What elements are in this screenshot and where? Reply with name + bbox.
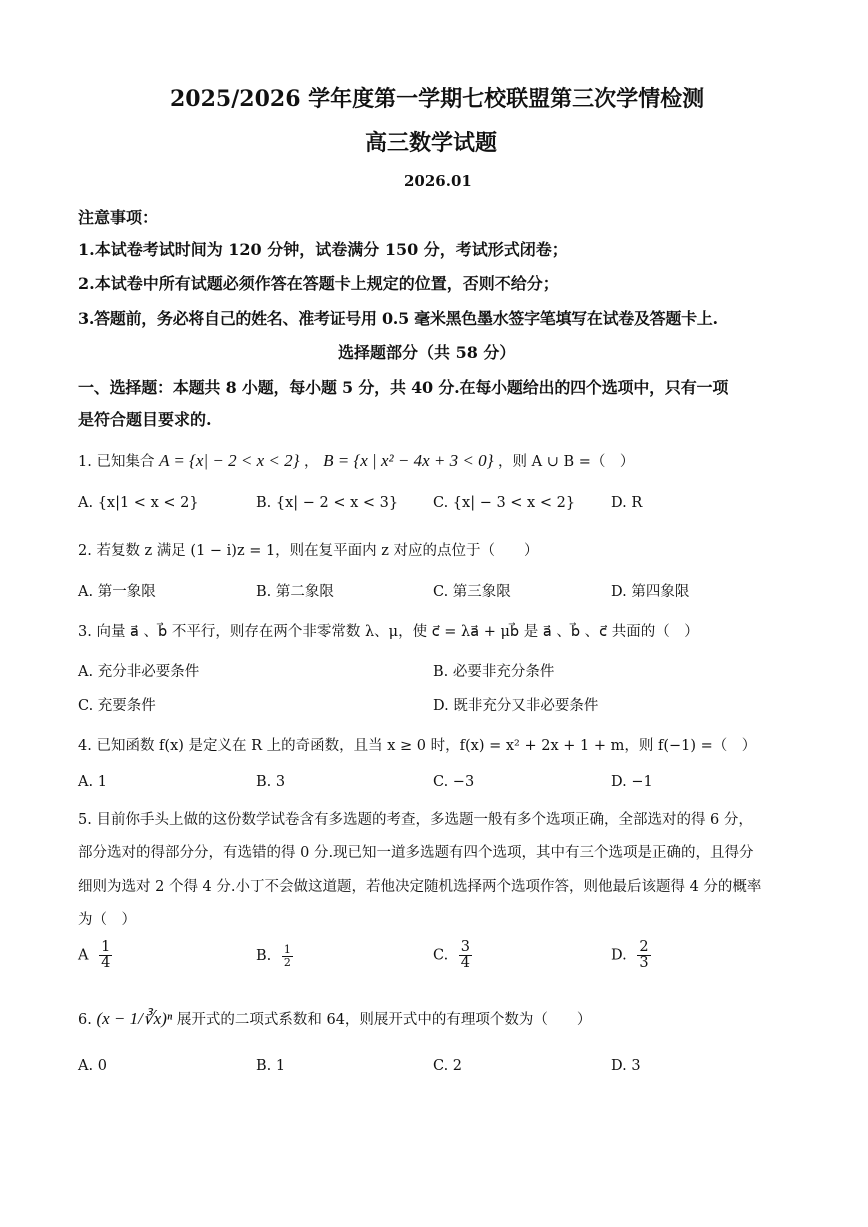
- option-d: D. R: [611, 495, 643, 511]
- question-2-stem: 2. 若复数 z 满足 (1 − i)z = 1，则在复平面内 z 对应的点位于（ ）: [78, 543, 539, 559]
- set-a: A = {x| − 2 < x < 2}: [159, 451, 300, 470]
- option-d: [611, 940, 651, 971]
- option-d: D. 既非充分又非必要条件: [433, 698, 599, 714]
- option-c: C. 2: [433, 1058, 463, 1074]
- section-part: 选择题部分（共 58 分）: [338, 343, 516, 362]
- option-b: B. 必要非充分条件: [433, 664, 555, 680]
- option-c: C. 充要条件: [78, 698, 156, 714]
- option-a: A. {x|1 < x < 2}: [78, 495, 199, 511]
- notes-item: 2.本试卷中所有试题必须作答在答题卡上规定的位置，否则不给分；: [78, 274, 559, 293]
- option-a: A. 第一象限: [78, 584, 156, 600]
- numerator: 2: [639, 939, 649, 955]
- denominator: 3: [639, 955, 649, 972]
- question-1-stem: [78, 450, 634, 471]
- fraction: [282, 944, 293, 968]
- option-d: D. −1: [611, 774, 653, 790]
- question-1-stem-end: ，则 A ∪ B =（ ）: [498, 454, 635, 470]
- option-b: B. 第二象限: [256, 584, 334, 600]
- option-a: [78, 940, 112, 971]
- set-b: B = {x | x² − 4x + 3 < 0}: [323, 451, 494, 470]
- fraction: [99, 940, 112, 971]
- question-number: 6.: [78, 1012, 92, 1028]
- option-label: B.: [256, 948, 272, 965]
- option-a: A. 0: [78, 1058, 107, 1074]
- numerator: 1: [101, 939, 111, 955]
- notes-item: 1.本试卷考试时间为 120 分钟，试卷满分 150 分，考试形式闭卷；: [78, 240, 568, 259]
- option-a: A. 1: [78, 774, 107, 790]
- option-b: B. 3: [256, 774, 286, 790]
- option-c: C. −3: [433, 774, 475, 790]
- binomial-expression: (x − 1/∛x)ⁿ: [96, 1009, 173, 1028]
- section-heading: 一、选择题：本题共 8 小题，每小题 5 分，共 40 分.在每小题给出的四个选项中，只有一项: [78, 378, 729, 397]
- question-4-stem: 4. 已知函数 f(x) 是定义在 R 上的奇函数，且当 x ≥ 0 时，f(x) = x² + 2x + 1 + m，则 f(−1) =（ ）: [78, 738, 757, 754]
- question-5-stem-line: 部分选对的得部分分，有选错的得 0 分.现已知一道多选题有四个选项，其中有三个选项是正确的，且得分: [78, 845, 754, 861]
- numerator: 1: [283, 943, 291, 956]
- option-d: D. 第四象限: [611, 584, 690, 600]
- notes-item: 3.答题前，务必将自己的姓名、准考证号用 0.5 毫米黑色墨水签字笔填写在试卷及答题卡上.: [78, 309, 718, 328]
- exam-date: 2026.01: [404, 172, 472, 190]
- question-1-separator: ，: [304, 454, 319, 470]
- denominator: 2: [283, 955, 291, 969]
- question-5-stem-line: 为（ ）: [78, 912, 136, 928]
- fraction: [637, 940, 650, 971]
- denominator: 4: [460, 955, 471, 972]
- option-c: [433, 940, 472, 971]
- option-b: [256, 944, 293, 968]
- option-label: C.: [433, 947, 449, 964]
- denominator: 4: [101, 955, 111, 972]
- option-a: A. 充分非必要条件: [78, 664, 200, 680]
- numerator: 3: [460, 939, 471, 955]
- option-label: D.: [611, 947, 627, 964]
- option-label: A: [78, 947, 89, 964]
- option-b: B. 1: [256, 1058, 286, 1074]
- option-d: D. 3: [611, 1058, 641, 1074]
- question-6-stem: [78, 1008, 591, 1029]
- question-3-stem: 3. 向量 a⃗ 、b⃗ 不平行，则存在两个非零常数 λ、μ，使 c⃗ = λa⃗ + μb⃗ 是 a⃗ 、b⃗ 、c⃗ 共面的（ ）: [78, 624, 699, 640]
- option-b: B. {x| − 2 < x < 3}: [256, 495, 399, 511]
- question-5-stem-line: 细则为选对 2 个得 4 分.小丁不会做这道题，若他决定随机选择两个选项作答，则他最后该题得 4 分的概率: [78, 879, 762, 895]
- fraction: [459, 940, 472, 971]
- question-6-text: 展开式的二项式系数和 64，则展开式中的有理项个数为（ ）: [176, 1012, 592, 1028]
- question-1-stem-text: 1. 已知集合: [78, 454, 155, 470]
- option-c: C. {x| − 3 < x < 2}: [433, 495, 576, 511]
- notes-heading: 注意事项：: [78, 208, 159, 227]
- option-c: C. 第三象限: [433, 584, 511, 600]
- exam-subtitle: 高三数学试题: [365, 130, 498, 156]
- section-heading: 是符合题目要求的.: [78, 410, 212, 429]
- question-5-stem-line: 5. 目前你手头上做的这份数学试卷含有多选题的考查，多选题一般有多个选项正确，全部选对的得 6 分，: [78, 812, 753, 828]
- exam-title: 2025/2026 学年度第一学期七校联盟第三次学情检测: [170, 86, 705, 112]
